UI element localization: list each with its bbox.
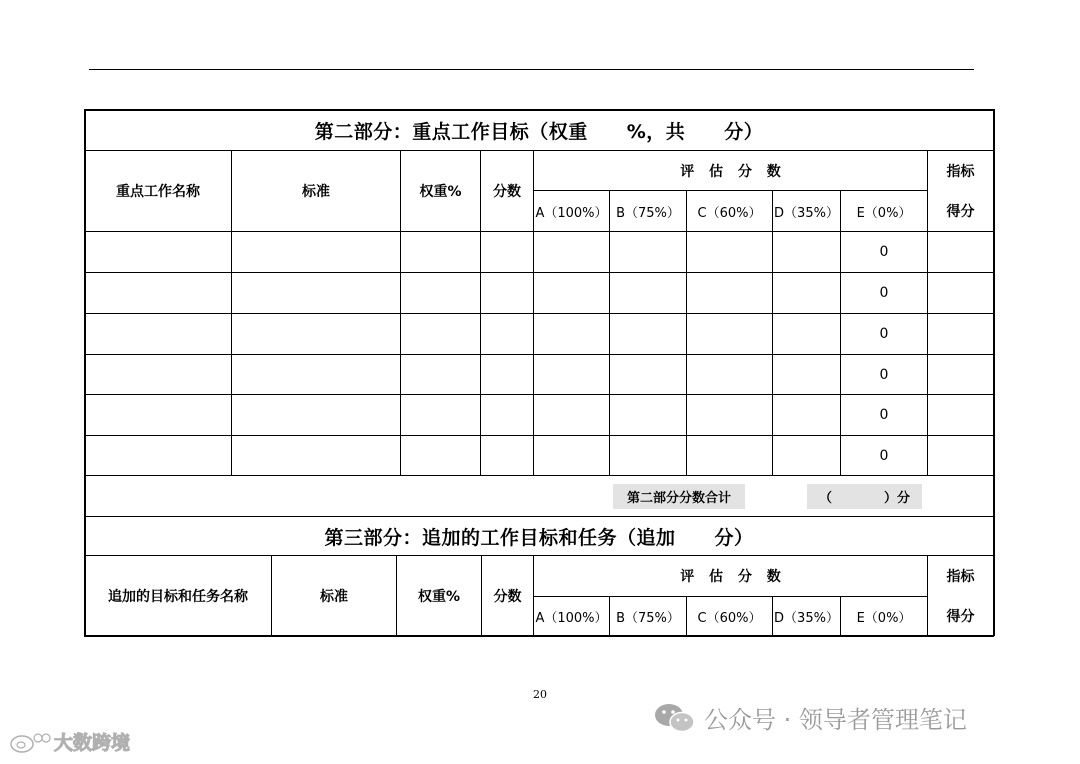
part2-title: 第二部分：重点工作目标（权重 %，共 分） <box>314 120 764 143</box>
row-5-e-value: 0 <box>879 407 889 423</box>
grade-a-3: A（100%） <box>535 610 608 626</box>
grade-e: E（0%） <box>856 205 912 221</box>
header-score: 分数 <box>493 184 521 200</box>
header-index-line1: 指标 <box>946 164 975 180</box>
part2-total-label: 第二部分分数合计 <box>626 491 731 506</box>
page-number: 20 <box>533 688 547 701</box>
header-assessment: 评 估 分 数 <box>680 163 781 180</box>
header-extra-task-name: 追加的目标和任务名称 <box>108 588 248 605</box>
part2-total-value: （ ）分 <box>818 491 910 506</box>
row-1-e-value: 0 <box>879 244 889 260</box>
row-6-e-value: 0 <box>879 447 889 464</box>
row-3-e-value: 0 <box>879 326 889 342</box>
header-index-3-line2: 得分 <box>946 608 975 625</box>
header-weight-3: 权重% <box>417 588 461 605</box>
grade-c: C（60%） <box>697 205 762 221</box>
grade-b-3: B（75%） <box>616 610 680 626</box>
grade-e-3: E（0%） <box>856 610 912 626</box>
weibo-icon <box>8 730 52 754</box>
watermark-wechat <box>652 700 967 735</box>
header-assessment-3: 评 估 分 数 <box>680 569 781 585</box>
wechat-icon <box>652 701 698 735</box>
header-index-line2: 得分 <box>946 204 975 220</box>
watermark-wechat-text: 公众号 · 领导者管理笔记 <box>704 706 967 734</box>
part3-title: 第三部分：追加的工作目标和任务（追加 分） <box>324 526 754 549</box>
header-standard: 标准 <box>302 184 330 200</box>
watermark-weibo <box>8 728 130 755</box>
row-2-e-value: 0 <box>879 285 889 301</box>
header-index-3-line1: 指标 <box>946 569 975 585</box>
grade-d: D（35%） <box>774 205 839 221</box>
header-weight: 权重% <box>419 184 462 200</box>
header-score-3: 分数 <box>493 588 522 605</box>
grade-d-3: D（35%） <box>774 610 839 626</box>
grade-c-3: C（60%） <box>697 610 762 626</box>
row-4-e-value: 0 <box>879 366 889 383</box>
grade-b: B（75%） <box>616 205 680 221</box>
watermark-weibo-text: 大数跨境 <box>54 732 131 754</box>
grade-a: A（100%） <box>535 205 608 221</box>
header-standard-3: 标准 <box>320 588 348 605</box>
header-rule <box>89 69 974 70</box>
header-task-name: 重点工作名称 <box>116 184 200 200</box>
